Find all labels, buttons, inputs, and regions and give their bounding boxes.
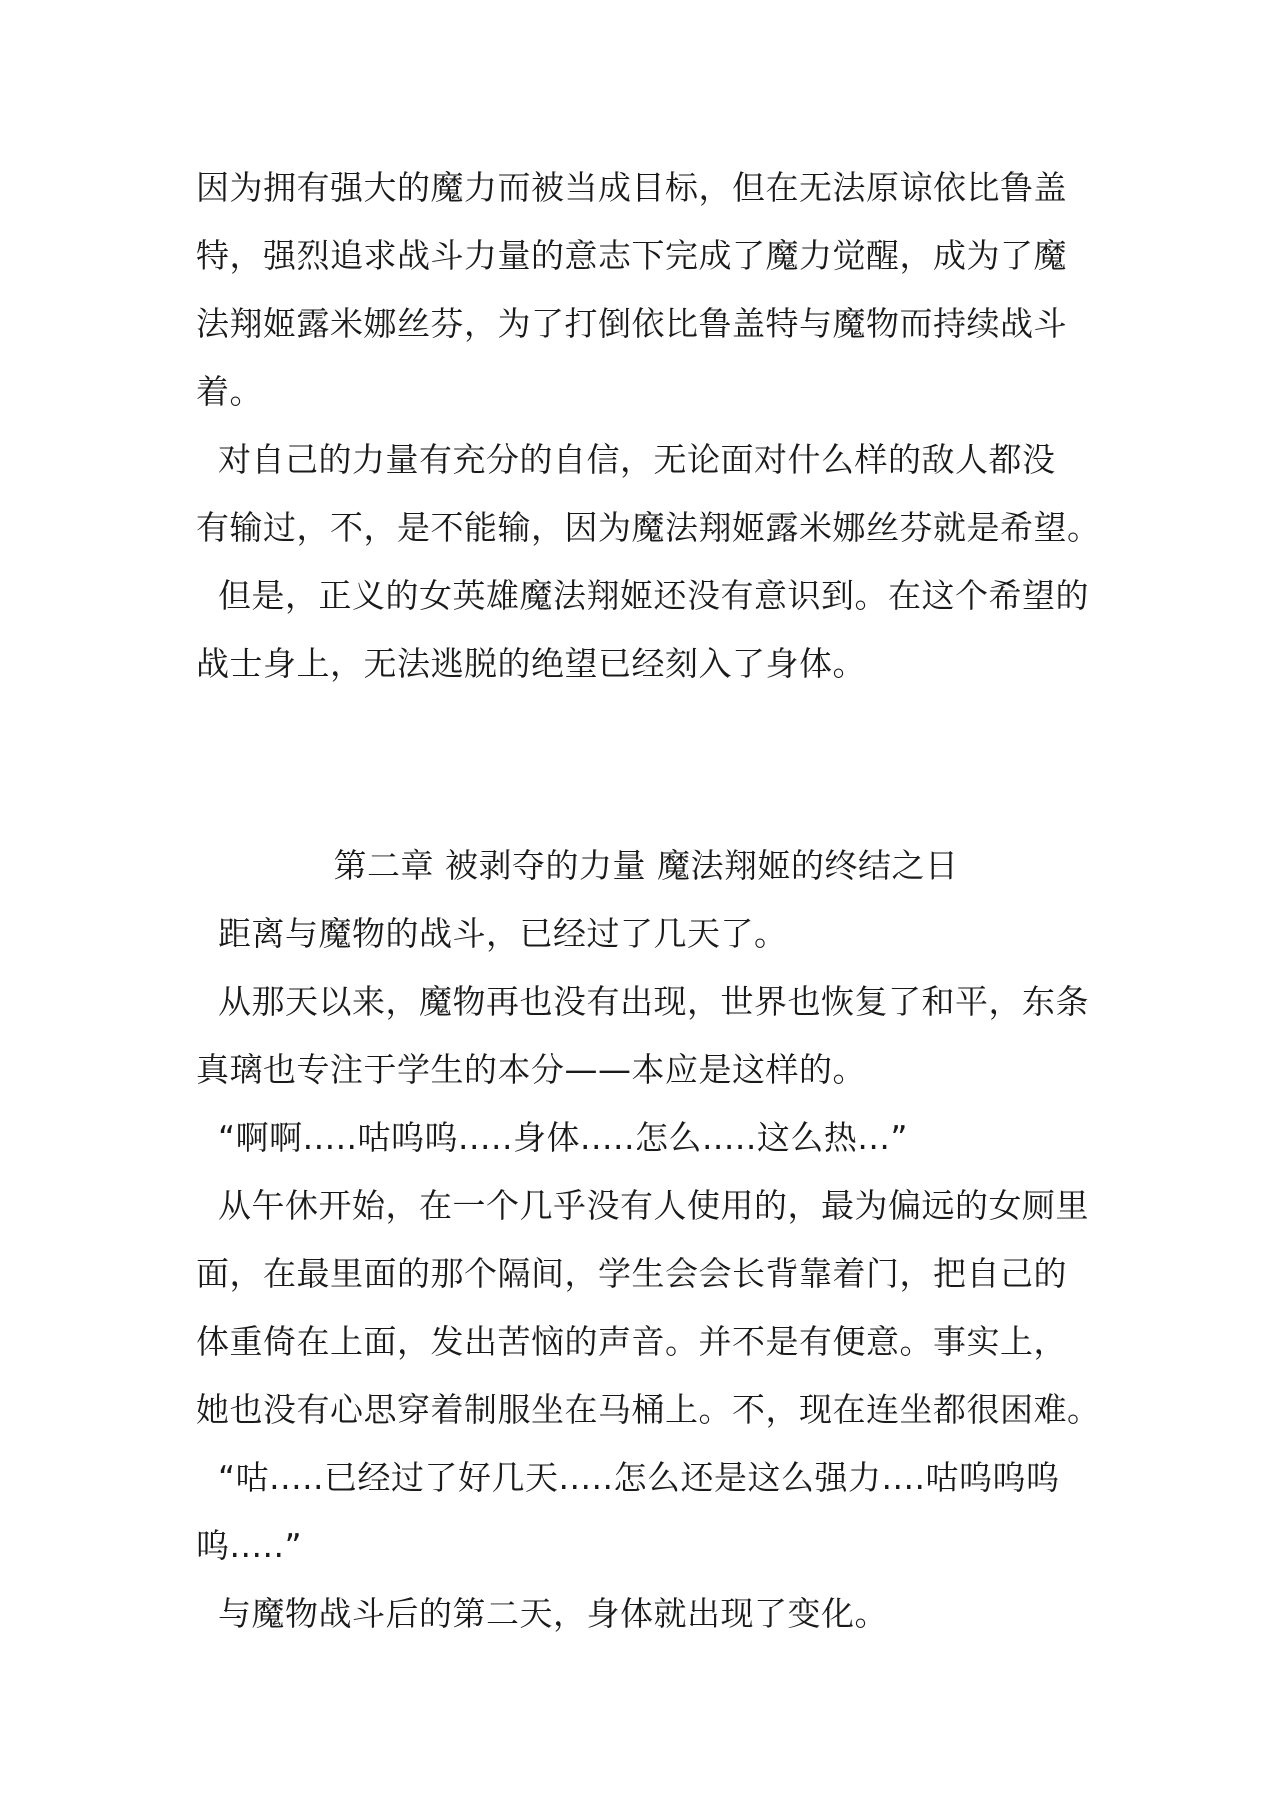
- text-line: 体重倚在上面，发出苦恼的声音。并不是有便意。事实上，: [196, 1322, 1067, 1361]
- intro-section: [196, 154, 1101, 698]
- text-line: 法翔姬露米娜丝芬，为了打倒依比鲁盖特与魔物而持续战斗: [196, 304, 1067, 343]
- text-line: 对自己的力量有充分的自信，无论面对什么样的敌人都没: [218, 440, 1056, 479]
- text-line: 距离与魔物的战斗，已经过了几天了。: [218, 914, 788, 953]
- text-line: 真璃也专注于学生的本分——本应是这样的。: [196, 1050, 866, 1089]
- text-line: 着。: [196, 372, 263, 411]
- text-line: 从那天以来，魔物再也没有出现，世界也恢复了和平，东条: [218, 982, 1089, 1021]
- text-line: “啊啊.....咕呜呜.....身体.....怎么.....这么热...”: [218, 1118, 908, 1157]
- text-line: 从午休开始，在一个几乎没有人使用的，最为偏远的女厕里: [218, 1186, 1089, 1225]
- text-line: 但是，正义的女英雄魔法翔姬还没有意识到。在这个希望的: [218, 576, 1089, 615]
- chapter-title: 第二章 被剥夺的力量 魔法翔姬的终结之日: [333, 846, 959, 885]
- chapter-two-section: [196, 832, 1101, 1648]
- text-line: 面，在最里面的那个隔间，学生会会长背靠着门，把自己的: [196, 1254, 1067, 1293]
- text-line: “咕.....已经过了好几天.....怎么还是这么强力....咕呜呜呜: [218, 1458, 1060, 1497]
- text-line: 与魔物战斗后的第二天，身体就出现了变化。: [218, 1594, 888, 1633]
- text-line: 特，强烈追求战斗力量的意志下完成了魔力觉醒，成为了魔: [196, 236, 1067, 275]
- text-line: 因为拥有强大的魔力而被当成目标，但在无法原谅依比鲁盖: [196, 168, 1067, 207]
- text-line: 战士身上，无法逃脱的绝望已经刻入了身体。: [196, 644, 866, 683]
- text-line: 她也没有心思穿着制服坐在马桶上。不，现在连坐都很困难。: [196, 1390, 1101, 1429]
- text-line: 呜.....”: [196, 1526, 303, 1565]
- text-line: 有输过，不，是不能输，因为魔法翔姬露米娜丝芬就是希望。: [196, 508, 1101, 547]
